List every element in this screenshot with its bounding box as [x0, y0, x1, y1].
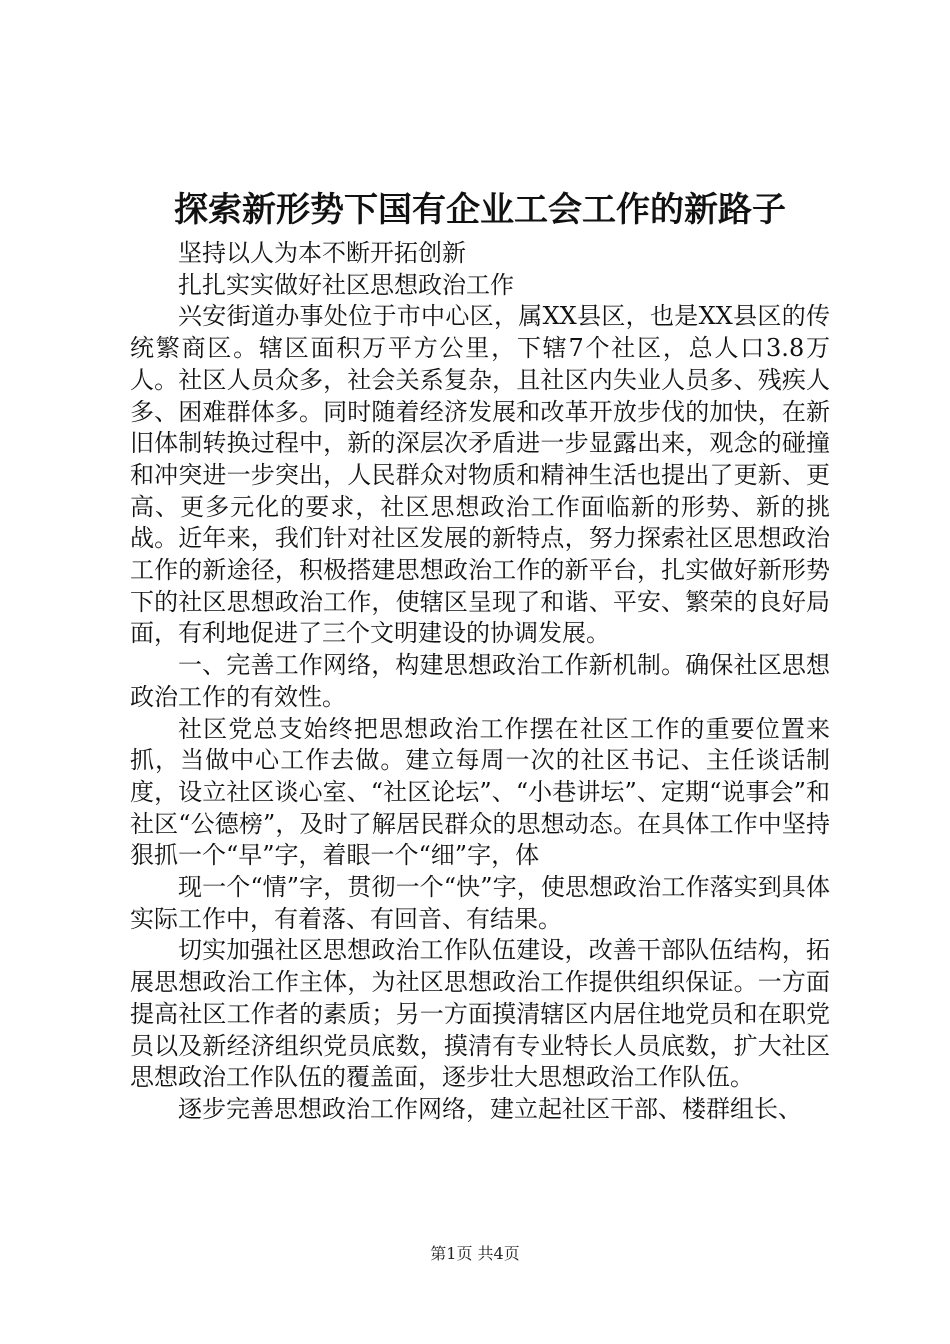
page-number-footer: 第1页 共4页 — [430, 1244, 520, 1263]
body-paragraph: 社区党总支始终把思想政治工作摆在社区工作的重要位置来抓，当做中心工作去做。建立每周一次的社区书记、主任谈话制度，设立社区谈心室、“社区论坛”、“小巷讲坛”、定期“说事会”和社区“公德榜”，及时了解居民群众的思想动态。在具体工作中坚持狠抓一个“早”字，着眼一个“细”字，体 — [130, 714, 830, 870]
body-paragraph: 现一个“情”字，贯彻一个“快”字，使思想政治工作落实到具体实际工作中，有着落、有回音、有结果。 — [130, 873, 830, 933]
document-page — [130, 0, 830, 1344]
body-paragraph: 兴安街道办事处位于市中心区，属XX县区，也是XX县区的传统繁商区。辖区面积万平方公里，下辖7个社区，总人口3.8万人。社区人员众多，社会关系复杂，且社区内失业人员多、残疾人多、困难群体多。同时随着经济发展和改革开放步伐的加快，在新旧体制转换过程中，新的深层次矛盾进一步显露出来，观念的碰撞和冲突进一步突出，人民群众对物质和精神生活也提出了更新、更高、更多元化的要求，社区思想政治工作面临新的形势、新的挑战。近年来，我们针对社区发展的新特点，努力探索社区思想政治工作的新途径，积极搭建思想政治工作的新平台，扎实做好新形势下的社区思想政治工作，使辖区呈现了和谐、平安、繁荣的良好局面，有利地促进了三个文明建设的协调发展。 — [130, 302, 830, 648]
document-title: 探索新形势下国有企业工会工作的新路子 — [174, 190, 786, 230]
subtitle-line-1: 坚持以人为本不断开拓创新 — [178, 239, 466, 267]
section-heading: 一、完善工作网络，构建思想政治工作新机制。确保社区思想政治工作的有效性。 — [130, 651, 830, 711]
subtitle-line-2: 扎扎实实做好社区思想政治工作 — [178, 270, 514, 299]
body-paragraph: 切实加强社区思想政治工作队伍建设，改善干部队伍结构，拓展思想政治工作主体，为社区思想政治工作提供组织保证。一方面提高社区工作者的素质；另一方面摸清辖区内居住地党员和在职党员以及新经济组织党员底数，摸清有专业特长人员底数，扩大社区思想政治工作队伍的覆盖面，逐步壮大思想政治工作队伍。 — [130, 936, 830, 1092]
document-body — [130, 238, 830, 1126]
body-paragraph: 逐步完善思想政治工作网络，建立起社区干部、楼群组长、 — [178, 1094, 802, 1123]
